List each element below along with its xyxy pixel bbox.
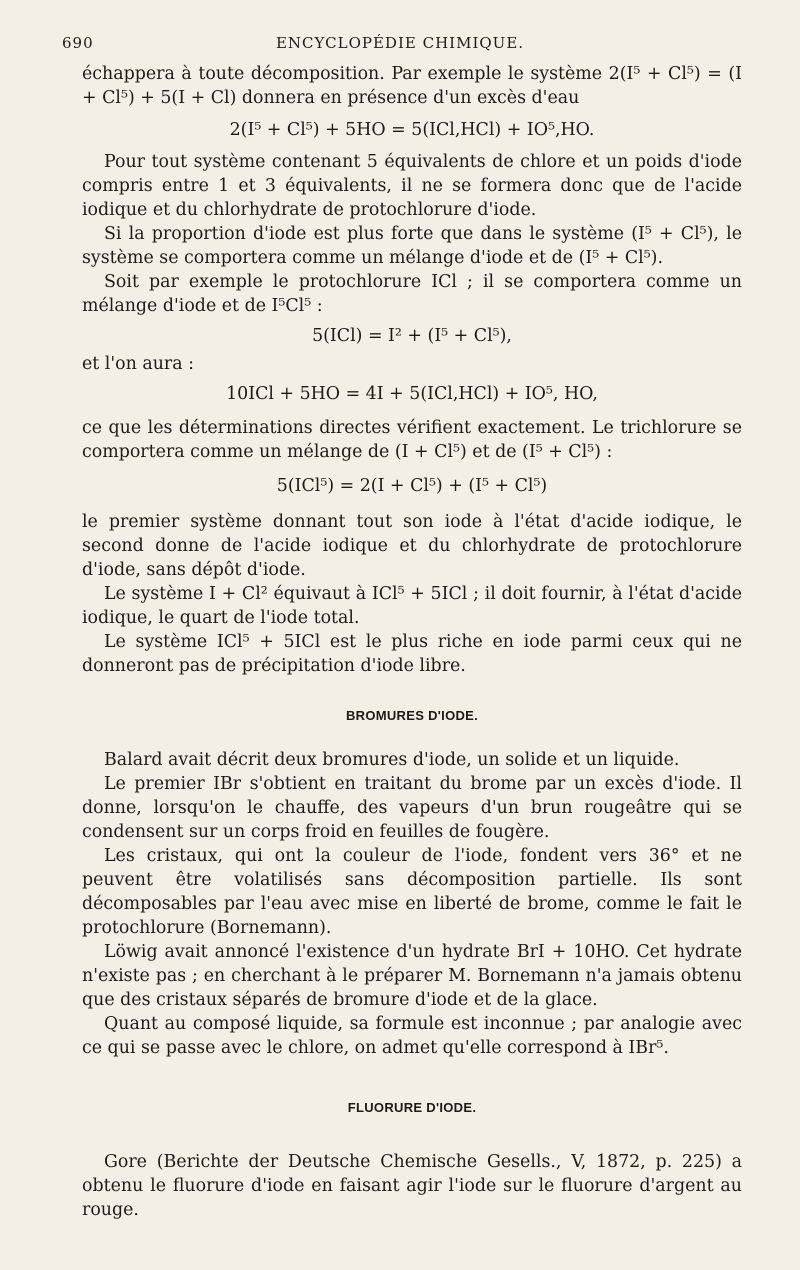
paragraph: Le premier IBr s'obtient en traitant du brome par un excès d'iode. Il donne, lorsqu'on le chauffe, des vapeurs d'un brun rougeâtre qui se condensent sur un corps froid en feuilles de fougère. [82,774,742,842]
section-heading: FLUORURE D'IODE. [347,1100,477,1115]
paragraph: Quant au composé liquide, sa formule est inconnue ; par analogie avec ce qui se passe avec le chlore, on admet qu'elle correspond à IBr⁵. [82,1014,742,1058]
paragraph: le premier système donnant tout son iode à l'état d'acide iodique, le second donne de l'acide iodique et du chlorhydrate de protochlorure d'iode, sans dépôt d'iode. [82,512,742,580]
section-heading: BROMURES D'IODE. [345,708,479,723]
page-header [62,34,738,58]
page-number: 690 [62,34,94,52]
running-title: ENCYCLOPÉDIE CHIMIQUE. [275,34,525,52]
paragraph: Pour tout système contenant 5 équivalents de chlore et un poids d'iode compris entre 1 et 3 équivalents, il ne se formera donc que de l'acide iodique et du chlorhydrate de protochlorure d'iode. [82,152,742,220]
page-body [82,62,742,1222]
paragraph: Gore (Berichte der Deutsche Chemische Gesells., V, 1872, p. 225) a obtenu le fluorure d'iode en faisant agir l'iode sur le fluorure d'argent au rouge. [82,1152,742,1220]
paragraph: Si la proportion d'iode est plus forte que dans le système (I⁵ + Cl⁵), le système se comportera comme un mélange d'iode et de (I⁵ + Cl⁵). [82,224,742,268]
equation: 2(I⁵ + Cl⁵) + 5HO = 5(ICl,HCl) + IO⁵,HO. [229,120,595,140]
paragraph: ce que les déterminations directes vérifient exactement. Le trichlorure se comportera comme un mélange de (I + Cl⁵) et de (I⁵ + Cl⁵) : [82,418,742,462]
paragraph: échappera à toute décomposition. Par exemple le système 2(I⁵ + Cl⁵) = (I + Cl⁵) + 5(I + Cl) donnera en présence d'un excès d'eau [82,64,742,108]
paragraph: Le système ICl⁵ + 5ICl est le plus riche en iode parmi ceux qui ne donneront pas de précipitation d'iode libre. [82,632,742,676]
equation: 5(ICl⁵) = 2(I + Cl⁵) + (I⁵ + Cl⁵) [276,476,548,496]
equation: 10ICl + 5HO = 4I + 5(ICl,HCl) + IO⁵, HO, [226,384,598,404]
paragraph: Les cristaux, qui ont la couleur de l'iode, fondent vers 36° et ne peuvent être volatilisés sans décomposition partielle. Ils sont décomposables par l'eau avec mise en liberté de brome, comme le fait le protochlorure (Bornemann). [82,846,742,938]
equation: 5(ICl) = I² + (I⁵ + Cl⁵), [312,326,512,346]
paragraph: Löwig avait annoncé l'existence d'un hydrate BrI + 10HO. Cet hydrate n'existe pas ; en cherchant à le préparer M. Bornemann n'a jamais obtenu que des cristaux séparés de bromure d'iode et de la glace. [82,942,742,1010]
paragraph: et l'on aura : [82,354,194,374]
paragraph: Soit par exemple le protochlorure ICl ; il se comportera comme un mélange d'iode et de I⁵Cl⁵ : [82,272,742,316]
paragraph: Le système I + Cl² équivaut à ICl⁵ + 5ICl ; il doit fournir, à l'état d'acide iodique, le quart de l'iode total. [82,584,742,628]
paragraph: Balard avait décrit deux bromures d'iode, un solide et un liquide. [104,750,680,770]
